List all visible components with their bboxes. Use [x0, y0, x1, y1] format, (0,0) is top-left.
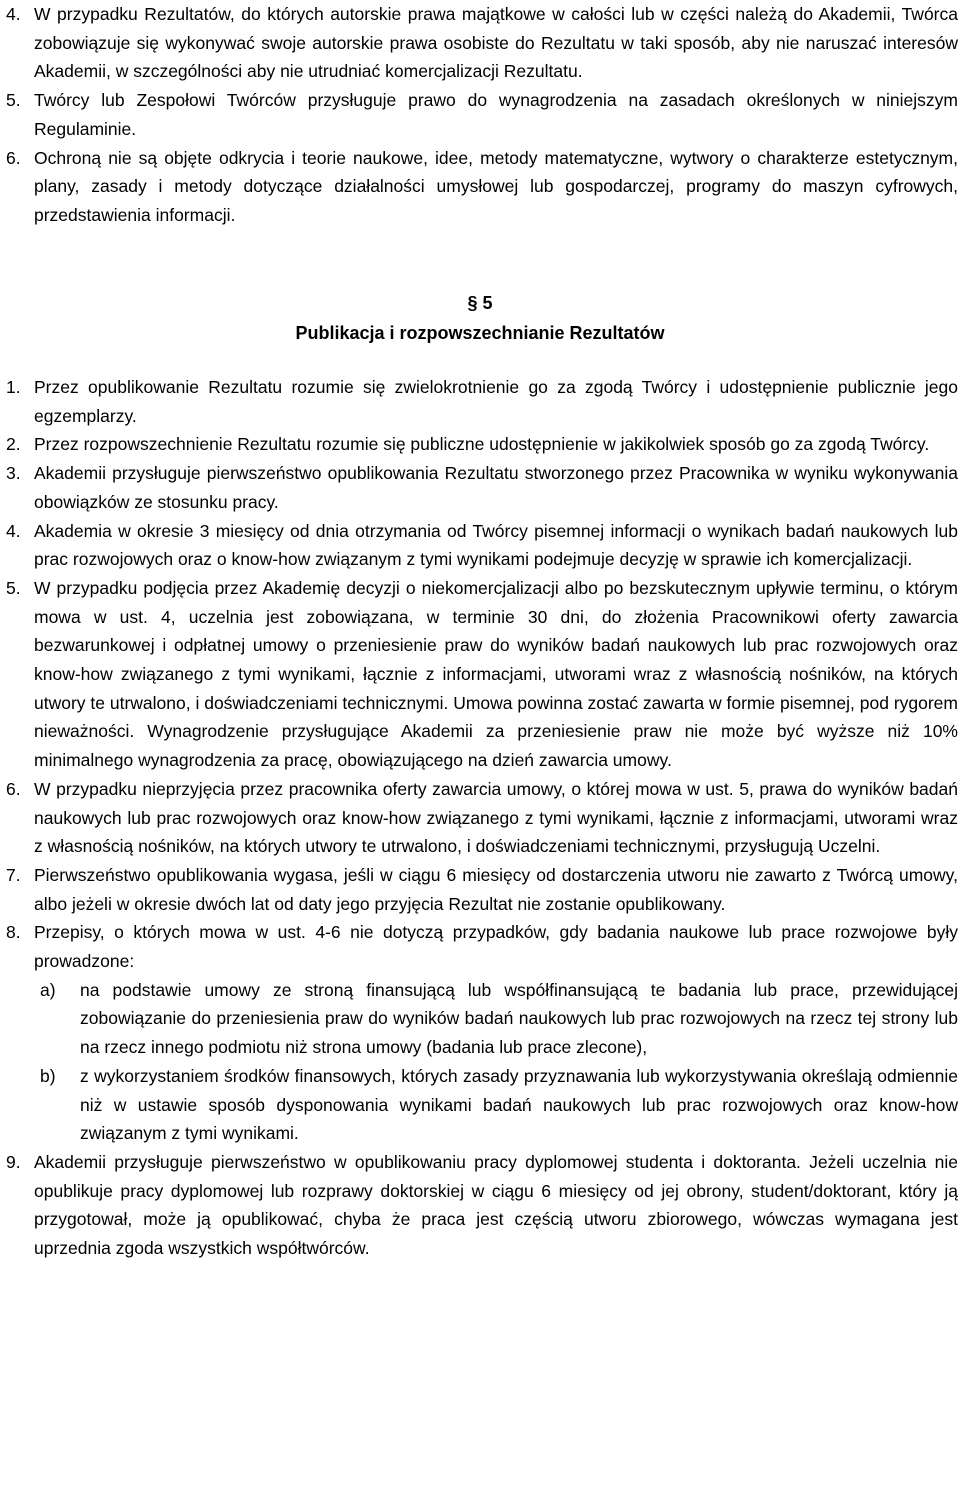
list-item	[0, 517, 960, 574]
item-text: Akademii przysługuje pierwszeństwo opublikowania Rezultatu stworzonego przez Pracownika w wyniku wykonywania obowiązków ze stosunku pracy.	[34, 463, 958, 512]
item-number: 6.	[6, 147, 21, 168]
item-text: W przypadku nieprzyjęcia przez pracownika oferty zawarcia umowy, o której mowa w ust. 5, prawa do wyników badań naukowych lub prac rozwojowych oraz know-how związanego z tymi wynikami, łącznie z informacjami, utworami wraz z własnością nośników, na których utwory te utrwalono, i doświadczeniami technicznymi, przysługują Uczelni.	[34, 778, 958, 857]
list-item	[0, 861, 960, 918]
list-item	[0, 430, 960, 459]
list-item	[0, 0, 960, 86]
item-text: Akademia w okresie 3 miesięcy od dnia otrzymania od Twórcy pisemnej informacji o wynikach badań naukowych lub prac rozwojowych oraz o know-how związanym z tymi wynikami podejmuje decyzję w sprawie ich komercjalizacji.	[34, 520, 958, 570]
sub-item-text: na podstawie umowy ze stroną finansującą lub współfinansującą te badania lub prace, przewidującej zobowiązanie do przeniesienia praw do wyników badań naukowych lub prac rozwojowych na rzecz tej strony lub na rzecz innego podmiotu niż strona umowy (badania lub prace zlecone),	[80, 979, 958, 1058]
item-text: Pierwszeństwo opublikowania wygasa, jeśli w ciągu 6 miesięcy od dostarczenia utworu nie zawarto z Twórcą umowy, albo jeżeli w okresie dwóch lat od daty jego przyjęcia Rezultat nie zostanie opublikowany.	[34, 864, 958, 914]
sub-item-letter: b)	[40, 1065, 56, 1086]
sub-list-item	[0, 976, 960, 1062]
list-item	[0, 373, 960, 430]
item-number: 7.	[6, 864, 21, 885]
item-text: Akademii przysługuje pierwszeństwo w opublikowaniu pracy dyplomowej studenta i doktoranta. Jeżeli uczelnia nie opublikuje pracy dyplomowej lub rozprawy doktorskiej w ciągu 6 miesięcy od jej obrony, student/doktorant, który ją przygotował, może ją opublikować, chyba że praca jest częścią utworu zbiorowego, wówczas wymagana jest uprzednia zgoda wszystkich współtwórców.	[34, 1151, 958, 1259]
item-number: 1.	[6, 377, 21, 397]
item-number: 4.	[6, 4, 21, 24]
section-title: Publikacja i rozpowszechnianie Rezultatów	[295, 323, 665, 343]
item-text: Przez opublikowanie Rezultatu rozumie się zwielokrotnienie go za zgodą Twórcy i udostępnienie publicznie jego egzemplarzy.	[34, 377, 958, 426]
sub-item-letter: a)	[40, 979, 56, 1000]
item-text: Twórcy lub Zespołowi Twórców przysługuje prawo do wynagrodzenia na zasadach określonych w niniejszym Regulaminie.	[34, 90, 958, 139]
list-item	[0, 918, 960, 975]
item-text: Przez rozpowszechnienie Rezultatu rozumie się publiczne udostępnienie w jakikolwiek sposób go za zgodą Twórcy.	[34, 434, 930, 455]
list-item	[0, 459, 960, 516]
sub-item-text: z wykorzystaniem środków finansowych, których zasady przyznawania lub wykorzystywania określają odmiennie niż w ustawie sposób dysponowania wynikami badań naukowych lub prac rozwojowych oraz know-how związanym z tymi wynikami.	[80, 1065, 958, 1144]
list-item	[0, 144, 960, 230]
item-number: 5.	[6, 577, 21, 598]
list-item	[0, 574, 960, 775]
list-item	[0, 1148, 960, 1263]
item-number: 4.	[6, 520, 21, 541]
list-item	[0, 86, 960, 143]
item-number: 5.	[6, 90, 21, 111]
list-item	[0, 775, 960, 861]
paragraph-list-top	[0, 0, 960, 230]
item-number: 6.	[6, 778, 21, 799]
item-number: 3.	[6, 463, 21, 484]
item-number: 9.	[6, 1151, 21, 1172]
paragraph-list-bottom	[0, 373, 960, 1263]
sub-list-item	[0, 1062, 960, 1148]
section-heading	[0, 288, 960, 348]
item-number: 8.	[6, 922, 21, 943]
section-number: § 5	[467, 293, 493, 313]
item-number: 2.	[6, 434, 21, 455]
item-text: Ochroną nie są objęte odkrycia i teorie naukowe, idee, metody matematyczne, wytwory o charakterze estetycznym, plany, zasady i metody dotyczące działalności umysłowej lub gospodarczej, programy do maszyn cyfrowych, przedstawienia informacji.	[34, 147, 958, 225]
item-text: W przypadku Rezultatów, do których autorskie prawa majątkowe w całości lub w części należą do Akademii, Twórca zobowiązuje się wykonywać swoje autorskie prawa osobiste do Rezultatu w taki sposób, aby nie naruszać interesów Akademii, w szczególności aby nie utrudniać komercjalizacji Rezultatu.	[34, 4, 958, 82]
item-text: Przepisy, o których mowa w ust. 4-6 nie dotyczą przypadków, gdy badania naukowe lub prace rozwojowe były prowadzone:	[34, 922, 958, 972]
item-text: W przypadku podjęcia przez Akademię decyzji o niekomercjalizacji albo po bezskutecznym upływie terminu, o którym mowa w ust. 4, uczelnia jest zobowiązana, w terminie 30 dni, do złożenia Pracownikowi oferty zawarcia bezwarunkowej i odpłatnej umowy o przeniesienie praw do wyników badań naukowych lub prac rozwojowych oraz know-how związanego z tymi wynikami, łącznie z informacjami, utworami wraz z własnością nośników, na których utwory te utrwalono, i doświadczeniami technicznymi. Umowa powinna zostać zawarta w formie pisemnej, pod rygorem nieważności. Wynagrodzenie przysługujące Akademii za przeniesienie praw nie może być wyższe niż 10% minimalnego wynagrodzenia za pracę, obowiązującego na dzień zawarcia umowy.	[34, 577, 958, 771]
